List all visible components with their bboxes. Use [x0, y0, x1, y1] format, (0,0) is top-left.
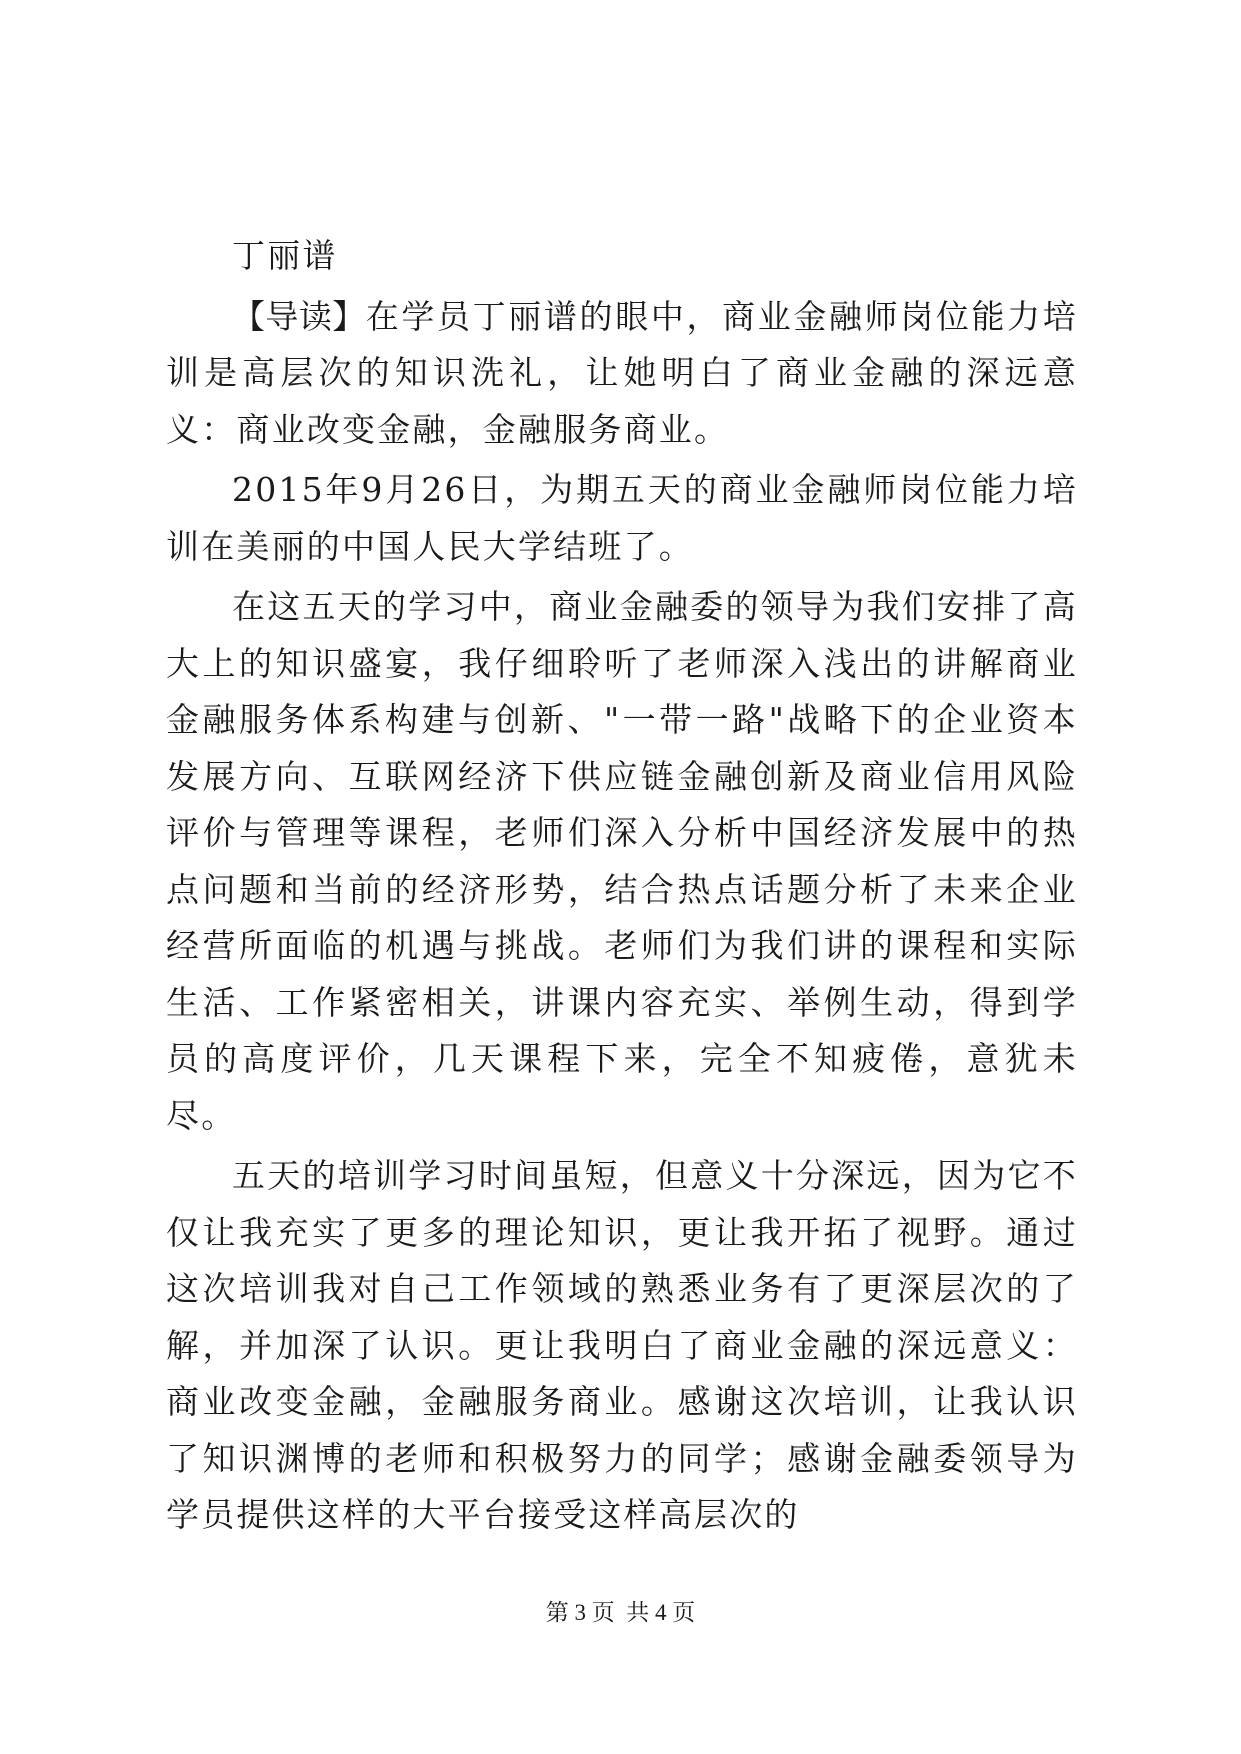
- body-paragraph-1: 2015年9月26日，为期五天的商业金融师岗位能力培训在美丽的中国人民大学结班了。: [166, 470, 1078, 566]
- page-number: 第 3 页 共 4 页: [545, 1600, 696, 1625]
- body-paragraph-3: 五天的培训学习时间虽短，但意义十分深远，因为它不仅让我充实了更多的理论知识，更让我开拓了视野。通过这次培训我对自己工作领域的熟悉业务有了更深层次的了解，并加深了认识。更让我明白了商业金融的深远意义：商业改变金融，金融服务商业。感谢这次培训，让我认识了知识渊博的老师和积极努力的同学；感谢金融委领导为学员提供这样的大平台接受这样高层次的: [166, 1156, 1078, 1534]
- lead-text: 在学员丁丽谱的眼中，商业金融师岗位能力培训是高层次的知识洗礼，让她明白了商业金融的深远意义：商业改变金融，金融服务商业。: [166, 296, 1079, 449]
- page-footer: [0, 1598, 1241, 1628]
- author-name: 丁丽谱: [232, 236, 338, 275]
- lead-marker: 【导读】: [232, 296, 366, 336]
- body-paragraph-2: 在这五天的学习中，商业金融委的领导为我们安排了高大上的知识盛宴，我仔细聆听了老师深入浅出的讲解商业金融服务体系构建与创新、"一带一路"战略下的企业资本发展方向、互联网经济下供应链金融创新及商业信用风险评价与管理等课程，老师们深入分析中国经济发展中的热点问题和当前的经济形势，结合热点话题分析了未来企业经营所面临的机遇与挑战。老师们为我们讲的课程和实际生活、工作紧密相关，讲课内容充实、举例生动，得到学员的高度评价，几天课程下来，完全不知疲倦，意犹未尽。: [166, 587, 1078, 1135]
- document-body: [166, 228, 1078, 1548]
- lead-paragraph: [166, 289, 1078, 459]
